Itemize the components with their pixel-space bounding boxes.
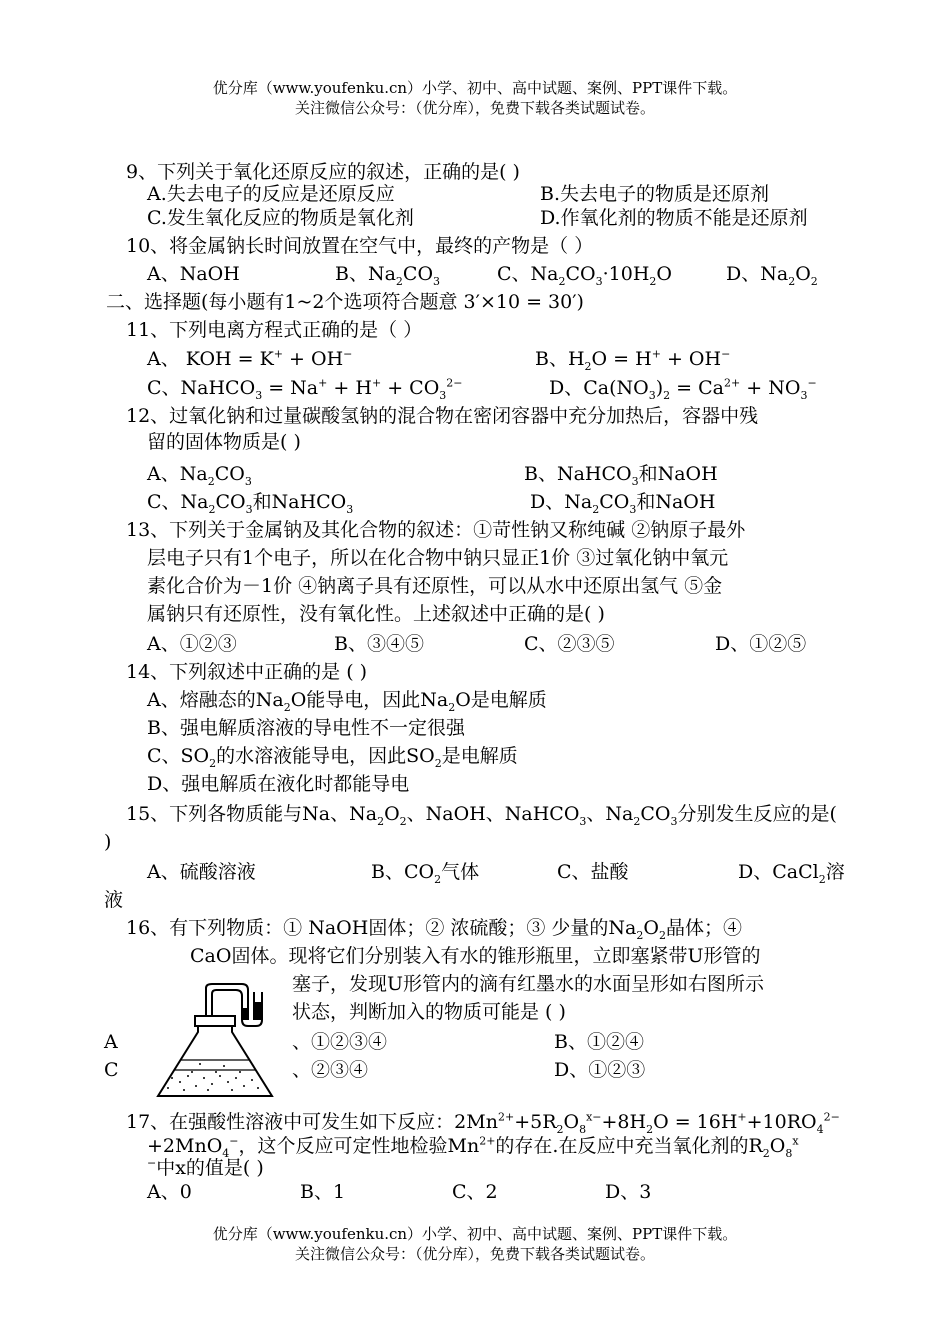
q12-stem-line-2: 留的固体物质是( ) bbox=[147, 431, 301, 453]
q15-option-a: A、硫酸溶液 bbox=[147, 861, 256, 883]
q16-line-3: 塞子，发现U形管内的滴有红墨水的水面呈形如右图所示 bbox=[292, 973, 765, 995]
footer-line-2: 关注微信公众号：（优分库），免费下载各类试题试卷。 bbox=[294, 1245, 655, 1263]
q12-option-c: C、$Na_2CO_3$和NaHCO$_3$ bbox=[147, 491, 354, 516]
q16-option-d: D、①②③ bbox=[554, 1059, 646, 1081]
q9-option-a: A.失去电子的反应是还原反应 bbox=[147, 183, 395, 205]
q9-option-b: B.失去电子的物质是还原剂 bbox=[540, 183, 770, 205]
q16-option-a: 、①②③④ bbox=[292, 1031, 388, 1053]
q11-stem: 11、下列电离方程式正确的是（ ） bbox=[126, 319, 423, 341]
q12-option-b: B、NaHCO$_3$和NaOH bbox=[524, 463, 718, 488]
q17-option-a: A、0 bbox=[147, 1181, 192, 1203]
q9-stem: 9、下列关于氧化还原反应的叙述，正确的是( ) bbox=[126, 161, 520, 183]
header-line-1: 优分库（www.youfenku.cn）小学、初中、高中试题、案例、PPT课件下载。 bbox=[212, 79, 738, 97]
header-line-2: 关注微信公众号：（优分库），免费下载各类试题试卷。 bbox=[294, 99, 655, 117]
section-2-title: 二、选择题(每小题有1~2个选项符合题意 3′×10 = 30′) bbox=[106, 291, 584, 313]
q15-option-d-cont: 液 bbox=[104, 889, 124, 911]
q16-line-4: 状态，判断加入的物质可能是 ( ) bbox=[292, 1001, 566, 1023]
q10-option-a: A、NaOH bbox=[147, 263, 240, 285]
q10-option-b: B、$Na_2CO_3$ bbox=[335, 263, 441, 288]
q17-option-b: B、1 bbox=[300, 1181, 346, 1203]
q13-option-b: B、③④⑤ bbox=[334, 633, 424, 655]
q9-option-d: D.作氧化剂的物质不能是还原剂 bbox=[540, 207, 808, 229]
q17-line-3: −中x的值是( ) bbox=[147, 1156, 264, 1179]
q11-option-a: A、 KOH = K+ + OH− bbox=[147, 347, 353, 370]
q10-stem: 10、将金属钠长时间放置在空气中，最终的产物是（ ） bbox=[126, 235, 594, 257]
q16-option-b: B、①②④ bbox=[554, 1031, 644, 1053]
q16-line-1: 16、有下列物质：① NaOH固体；② 浓硫酸；③ 少量的$Na_2O_2$晶体；④ bbox=[126, 917, 742, 942]
q13-option-d: D、①②⑤ bbox=[715, 633, 807, 655]
q16-option-a-letter: A bbox=[104, 1031, 118, 1053]
q15-option-c: C、盐酸 bbox=[557, 861, 629, 883]
q16-option-c: 、②③④ bbox=[292, 1059, 369, 1081]
q14-option-c: C、$SO_2$的水溶液能导电，因此$SO_2$是电解质 bbox=[147, 745, 518, 770]
flask-u-tube-diagram bbox=[150, 982, 280, 1102]
q17-line-1: 17、在强酸性溶液中可发生如下反应：$2Mn^{2+}+5R_2O_8^{x-}+8H_2O = 16H^++10RO_4^{2-}$ bbox=[126, 1110, 840, 1136]
q13-line-3: 素化合价为－1价 ④钠离子具有还原性，可以从水中还原出氢气 ⑤金 bbox=[147, 575, 723, 597]
q14-option-b: B、强电解质溶液的导电性不一定很强 bbox=[147, 717, 465, 739]
q17-option-d: D、3 bbox=[605, 1181, 652, 1203]
footer-line-1: 优分库（www.youfenku.cn）小学、初中、高中试题、案例、PPT课件下载。 bbox=[212, 1225, 738, 1243]
q15-stem-paren: ) bbox=[104, 831, 112, 853]
q14-option-a: A、熔融态的$Na_2O$能导电，因此$Na_2O$是电解质 bbox=[147, 689, 547, 714]
q14-stem: 14、下列叙述中正确的是 ( ) bbox=[126, 661, 368, 683]
q13-line-4: 属钠只有还原性，没有氧化性。上述叙述中正确的是( ) bbox=[147, 603, 605, 625]
q17-line-2: +2MnO$_4$−，这个反应可定性地检验$Mn^{2+}$的存在.在反应中充当氧化剂的$R_2O_8^x$ bbox=[147, 1134, 799, 1160]
q15-option-b: B、$CO_2$气体 bbox=[371, 861, 480, 886]
q16-line-2: CaO固体。现将它们分别装入有水的锥形瓶里，立即塞紧带U形管的 bbox=[190, 945, 761, 967]
q12-option-d: D、$Na_2CO_3$和NaOH bbox=[530, 491, 716, 516]
q15-option-d: D、CaCl$_2$溶 bbox=[738, 861, 845, 886]
q11-option-c: C、NaHCO$_3$ = $Na^+ + H^+ + CO_3^{2-}$ bbox=[147, 376, 463, 402]
q15-stem: 15、下列各物质能与Na、$Na_2O_2$、NaOH、NaHCO$_3$、$Na_2CO_3$分别发生反应的是( bbox=[126, 803, 837, 828]
q9-option-c: C.发生氧化反应的物质是氧化剂 bbox=[147, 207, 414, 229]
q11-option-d: D、$Ca(NO_3)_2 = Ca^{2+} + NO_3^-$ bbox=[549, 376, 817, 402]
q10-option-c: C、$Na_2CO_3\cdot 10H_2O$ bbox=[497, 263, 672, 288]
q14-option-d: D、强电解质在液化时都能导电 bbox=[147, 773, 410, 795]
q17-option-c: C、2 bbox=[452, 1181, 498, 1203]
q12-option-a: A、$Na_2CO_3$ bbox=[147, 463, 252, 488]
q13-option-c: C、②③⑤ bbox=[524, 633, 615, 655]
q10-option-d: D、$Na_2O_2$ bbox=[726, 263, 818, 288]
q13-option-a: A、①②③ bbox=[147, 633, 237, 655]
q13-line-2: 层电子只有1个电子，所以在化合物中钠只显正1价 ③过氧化钠中氧元 bbox=[147, 547, 729, 569]
q16-option-c-letter: C bbox=[104, 1059, 119, 1081]
q11-option-b: B、$H_2O = H^+ + OH^-$ bbox=[535, 347, 731, 373]
q13-line-1: 13、下列关于金属钠及其化合物的叙述：①苛性钠又称纯碱 ②钠原子最外 bbox=[126, 519, 746, 541]
q12-stem-line-1: 12、过氧化钠和过量碳酸氢钠的混合物在密闭容器中充分加热后，容器中残 bbox=[126, 405, 759, 427]
